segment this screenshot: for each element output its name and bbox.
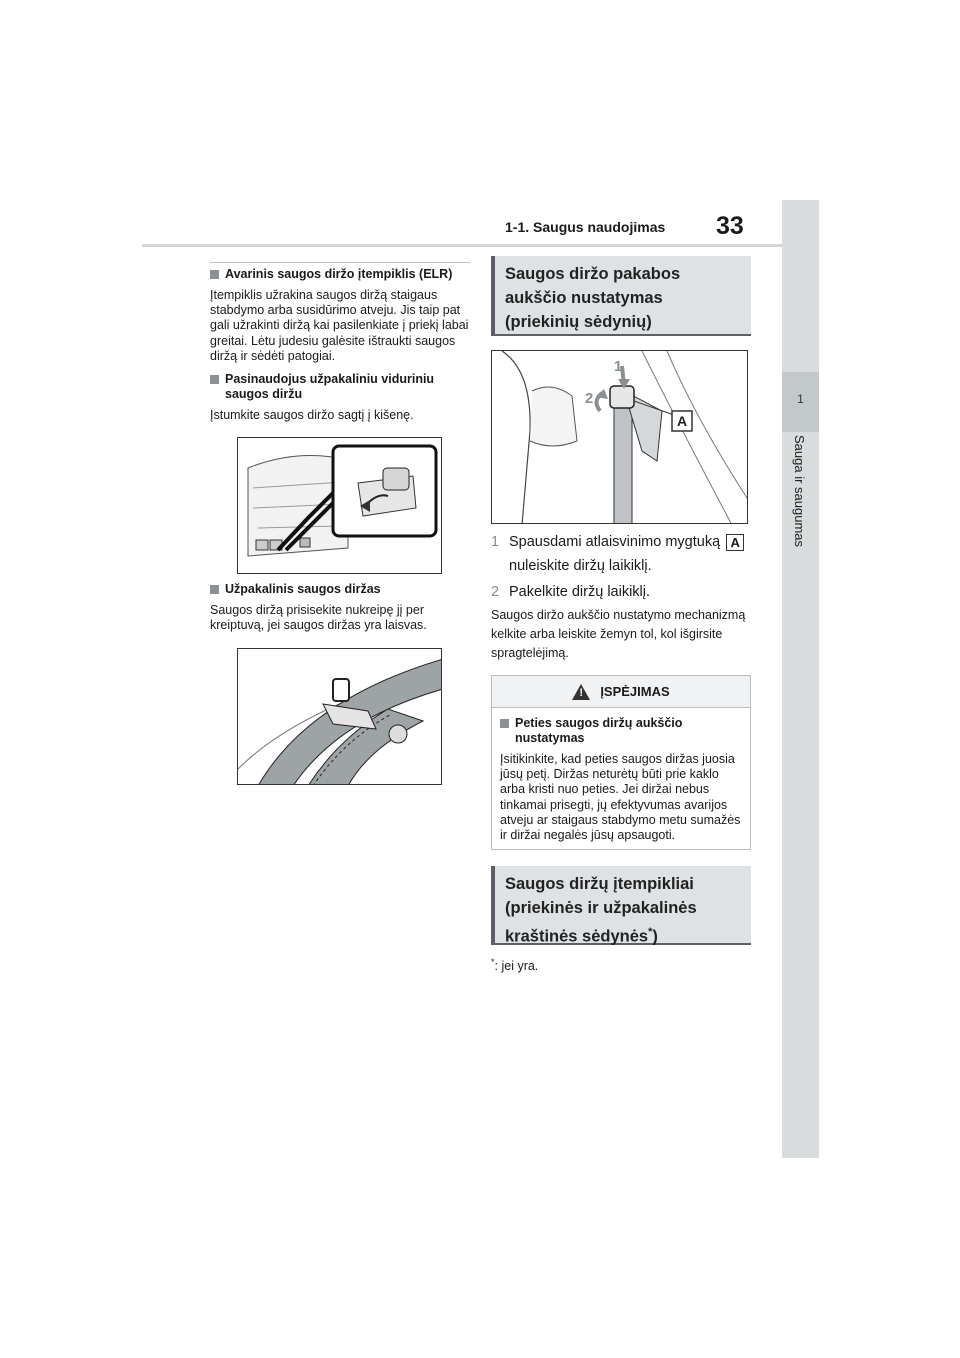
marker-a: A: [726, 534, 744, 551]
chapter-number: 1: [797, 392, 804, 406]
warning-subheading-text: Peties saugos diržų aukščio nustatymas: [515, 716, 683, 745]
square-bullet-icon: [210, 375, 219, 384]
anchor-section-heading: Saugos diržo pakabos aukščio nustatymas (priekinių sėdynių): [491, 256, 751, 336]
footnote-text: : jei yra.: [494, 959, 539, 974]
adjustment-note: Saugos diržo aukščio nustatymo mechanizmą kelkite arba leiskite žemyn tol, kol išgirsite spragtelėjimą.: [491, 608, 746, 660]
step-2: [491, 580, 751, 604]
warning-header: [492, 676, 750, 708]
footnote: [491, 957, 751, 973]
warning-subheading: [500, 716, 742, 746]
pretensioner-heading-text: Saugos diržų įtempikliai (priekinės ir užpakalinės kraštinės sėdynės: [505, 875, 697, 946]
square-bullet-icon: [210, 270, 219, 279]
figure-label-2: 2: [584, 390, 594, 407]
warning-box: [491, 675, 751, 850]
step-1-text-before: Spausdami atlaisvinimo mygtuką: [509, 534, 721, 550]
elr-text: Įtempiklis užrakina saugos diržą staigaus stabdymo arba susidūrimo atveju. Jis taip pat gali užrakinti diržą kai pasilenkiate į priekį labai greitai. Lėtu judesiu galėsite ištraukti saugos diržą ir sėdėti patogiai.: [210, 288, 469, 363]
step-1-text-after: nuleiskite diržų laikiklį.: [509, 558, 652, 574]
rear-belt-heading: [210, 582, 470, 597]
center-belt-text: Įstumkite saugos diržo sagtį į kišenę.: [210, 408, 414, 423]
square-bullet-icon: [500, 719, 509, 728]
right-column: [491, 256, 751, 973]
rear-belt-heading-text: Užpakalinis saugos diržas: [225, 582, 381, 597]
chapter-label: Sauga ir saugumas: [792, 435, 807, 548]
steps-list: [491, 530, 751, 663]
step-2-text: Pakelkite diržų laikiklį.: [509, 584, 651, 600]
warning-triangle-icon: !: [572, 684, 590, 700]
center-belt-heading-text: Pasinaudojus užpakaliniu viduriniu saugos diržu: [225, 372, 435, 402]
page-number: 33: [716, 212, 744, 240]
warning-text: Įsitikinkite, kad peties saugos diržas juosia jūsų petį. Diržas neturėtų būti prie kaklo arba kristi nuo peties. Jei diržai nebus tinkamai prisegti, jų efektyvumas avarijos atveju ar staigaus stabdymo metu sumažės ir diržai negalės jūsų apsaugoti.: [500, 752, 741, 843]
left-column: [210, 262, 470, 785]
section-header-title: 1-1. Saugus naudojimas: [505, 219, 666, 235]
warning-body: [492, 708, 750, 849]
shoulder-anchor-illustration: [491, 350, 748, 524]
header-rule: [142, 244, 782, 247]
square-bullet-icon: [210, 585, 219, 594]
center-belt-heading: [210, 372, 470, 402]
pretensioner-section-heading: [491, 866, 751, 945]
figure-label-1: 1: [613, 358, 623, 375]
figure-label-a: A: [676, 413, 688, 429]
chapter-side-tab: [782, 200, 819, 1158]
step-number: 2: [491, 584, 500, 600]
warning-title: ĮSPĖJIMAS: [600, 684, 670, 699]
elr-heading-text: Avarinis saugos diržo įtempiklis (ELR): [225, 267, 453, 281]
pretensioner-heading-tail: ): [652, 927, 658, 946]
step-1: [491, 530, 751, 578]
pretensioner-asterisk: *: [648, 926, 653, 939]
elr-heading: [210, 267, 470, 282]
rear-belt-guide-illustration: [237, 648, 442, 785]
step-1-text: [509, 530, 751, 578]
rear-belt-text: Saugos diržą prisisekite nukreipę jį per kreiptuvą, jei saugos diržas yra laisvas.: [210, 603, 427, 633]
center-buckle-illustration: [237, 437, 442, 574]
step-number: 1: [491, 534, 500, 550]
section-rule: [210, 262, 470, 263]
footnote-asterisk: *: [491, 957, 495, 968]
